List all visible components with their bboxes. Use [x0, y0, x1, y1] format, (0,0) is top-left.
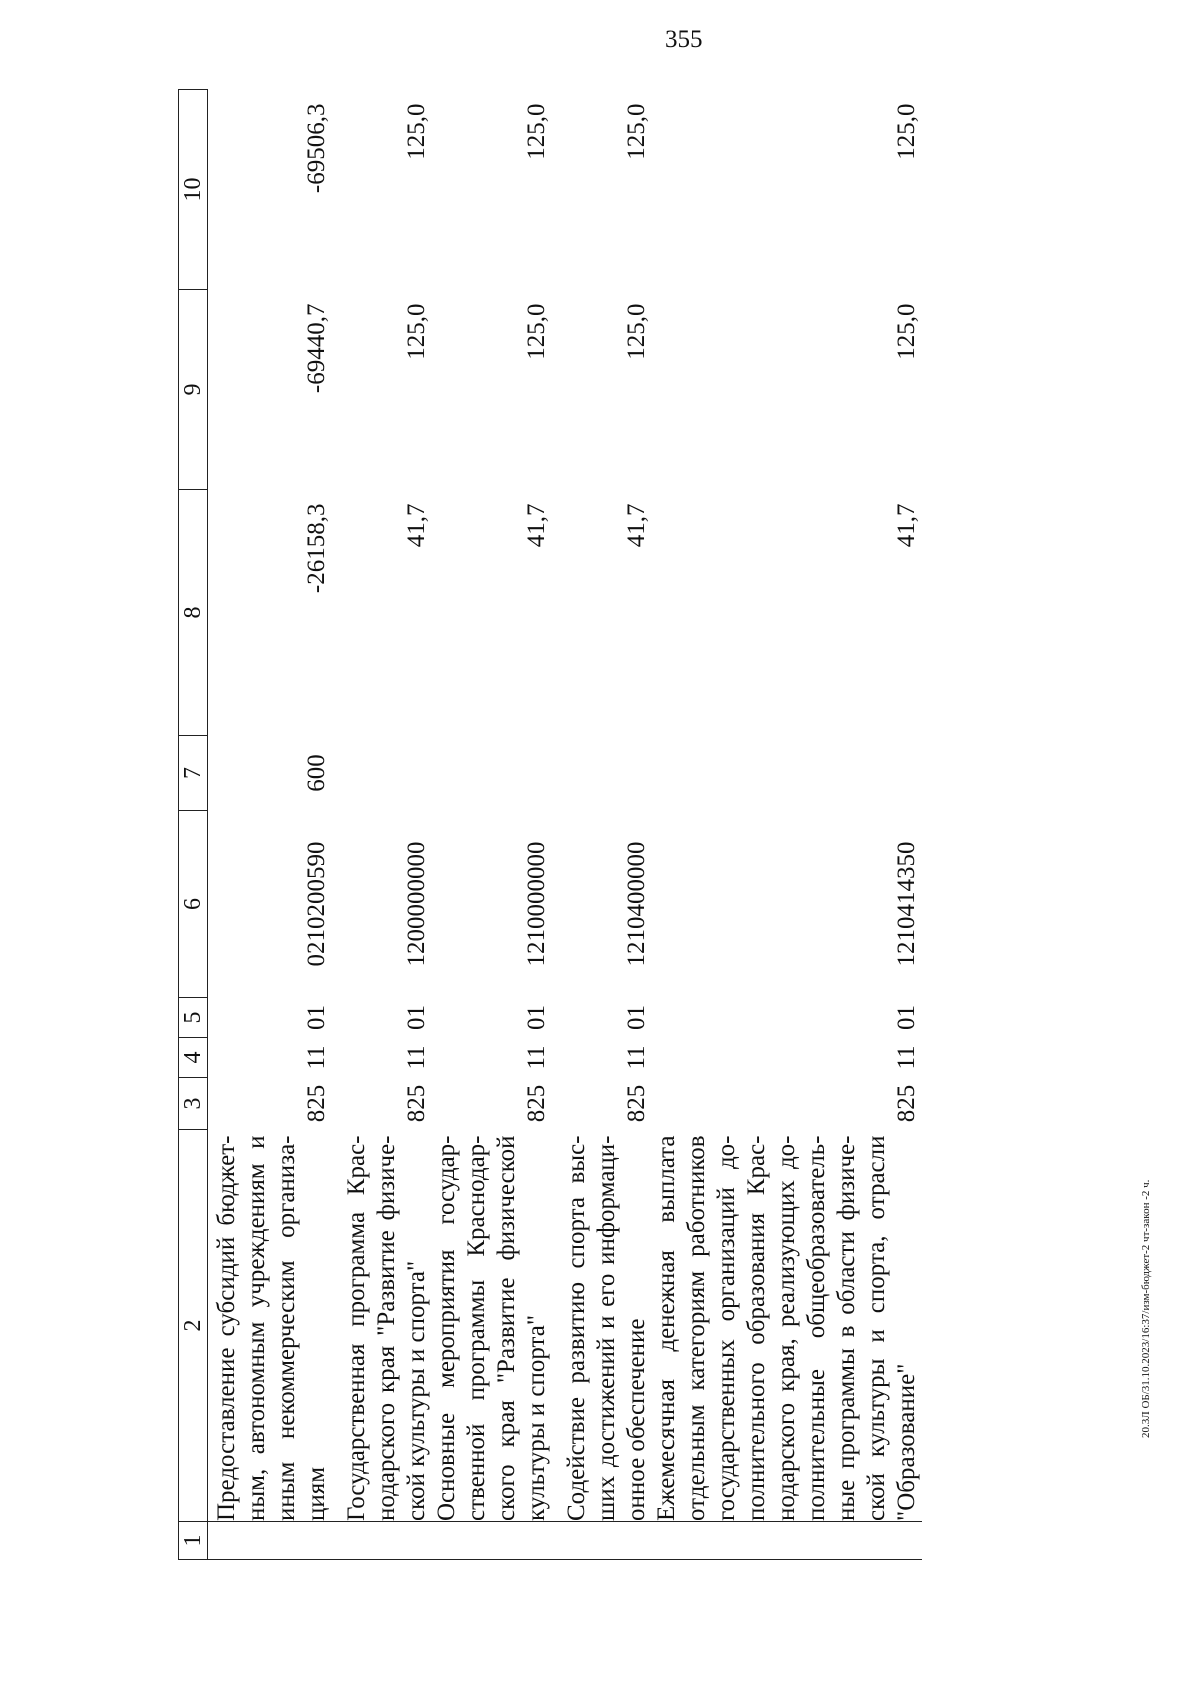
header-col-9: 9 [179, 290, 208, 490]
cell-c6: 0210200590 [303, 841, 330, 967]
cell-c8: 41,7 [893, 503, 920, 548]
cell-c5: 01 [403, 1005, 430, 1030]
cell-c9: 125,0 [523, 303, 550, 360]
header-col-10: 10 [179, 90, 208, 290]
cell-c3: 825 [523, 1084, 550, 1123]
cell-c3: 825 [893, 1084, 920, 1123]
cell-c10: 125,0 [893, 103, 920, 160]
table-cell-col1 [208, 1522, 333, 1560]
cell-c8: -26158,3 [303, 503, 330, 594]
footer-code-text: 20.3Л ОБ/31.10.2023/16:37/изм-бюджет-2 чт-закон -2 ч. [1140, 1179, 1152, 1438]
header-col-1: 1 [179, 1522, 208, 1560]
row-name: Содействие развитию спорта выс-ших достижений и его информаци-онное обеспечение [563, 1135, 650, 1521]
table-cell-col1 [332, 1522, 432, 1560]
table-row [208, 90, 333, 1560]
cell-c5: 01 [893, 1005, 920, 1030]
header-col-5: 5 [179, 998, 208, 1038]
cell-c7 [552, 736, 652, 811]
cell-c5: 01 [303, 1005, 330, 1030]
budget-table-rotated [178, 90, 1078, 1560]
cell-c4: 11 [303, 1045, 330, 1070]
cell-c7 [432, 736, 552, 811]
header-col-6: 6 [179, 811, 208, 998]
footer-code [1140, 78, 1150, 1438]
cell-c8: 41,7 [523, 503, 550, 548]
table-row [552, 90, 652, 1560]
cell-c3: 825 [403, 1084, 430, 1123]
cell-c9: 125,0 [623, 303, 650, 360]
row-name: Государственная программа Крас-нодарского края "Развитие физиче-ской культуры и спорта" [343, 1135, 430, 1521]
header-col-8: 8 [179, 490, 208, 736]
cell-c10: 125,0 [403, 103, 430, 160]
header-col-3: 3 [179, 1078, 208, 1130]
row-name: Основные мероприятия государ-ственной программы Краснодар-ского края "Развитие физической культуры и спорта" [433, 1135, 550, 1521]
header-col-4: 4 [179, 1038, 208, 1078]
cell-c5: 01 [623, 1005, 650, 1030]
table-cell-col1 [652, 1522, 922, 1560]
header-col-7: 7 [179, 736, 208, 811]
cell-c6: 1200000000 [403, 841, 430, 967]
cell-c6: 1210414350 [893, 841, 920, 967]
cell-c4: 11 [403, 1045, 430, 1070]
table-cell-col1 [552, 1522, 652, 1560]
cell-c6: 1210000000 [523, 841, 550, 967]
cell-c9: 125,0 [403, 303, 430, 360]
cell-c4: 11 [623, 1045, 650, 1070]
header-col-2: 2 [179, 1130, 208, 1522]
budget-table [178, 89, 922, 1560]
cell-c3: 825 [303, 1084, 330, 1123]
cell-c6: 1210400000 [623, 841, 650, 967]
page-number: 355 [665, 26, 703, 53]
cell-c7 [652, 736, 922, 811]
cell-c7: 600 [303, 754, 330, 792]
row-name: Ежемесячная денежная выплата отдельным категориям работников государственных организаций до-полнительного образования Крас-нодарского края, реализующих до-полнительные общеобразователь-ные программы в области физиче-ской культуры и спорта, отрасли "Образование" [653, 1135, 920, 1521]
cell-c10: 125,0 [523, 103, 550, 160]
table-row [652, 90, 922, 1560]
header-row [179, 90, 208, 1560]
row-name: Предоставление субсидий бюджет-ным, автономным учреждениям и иным некоммерческим организа-циям [213, 1135, 330, 1521]
cell-c9: 125,0 [893, 303, 920, 360]
table-row [432, 90, 552, 1560]
cell-c4: 11 [523, 1045, 550, 1070]
cell-c5: 01 [523, 1005, 550, 1030]
table-row [332, 90, 432, 1560]
cell-c10: -69506,3 [303, 103, 330, 194]
cell-c8: 41,7 [623, 503, 650, 548]
table-cell-col1 [432, 1522, 552, 1560]
cell-c9: -69440,7 [303, 303, 330, 394]
cell-c3: 825 [623, 1084, 650, 1123]
cell-c10: 125,0 [623, 103, 650, 160]
cell-c4: 11 [893, 1045, 920, 1070]
cell-c7 [332, 736, 432, 811]
cell-c8: 41,7 [403, 503, 430, 548]
